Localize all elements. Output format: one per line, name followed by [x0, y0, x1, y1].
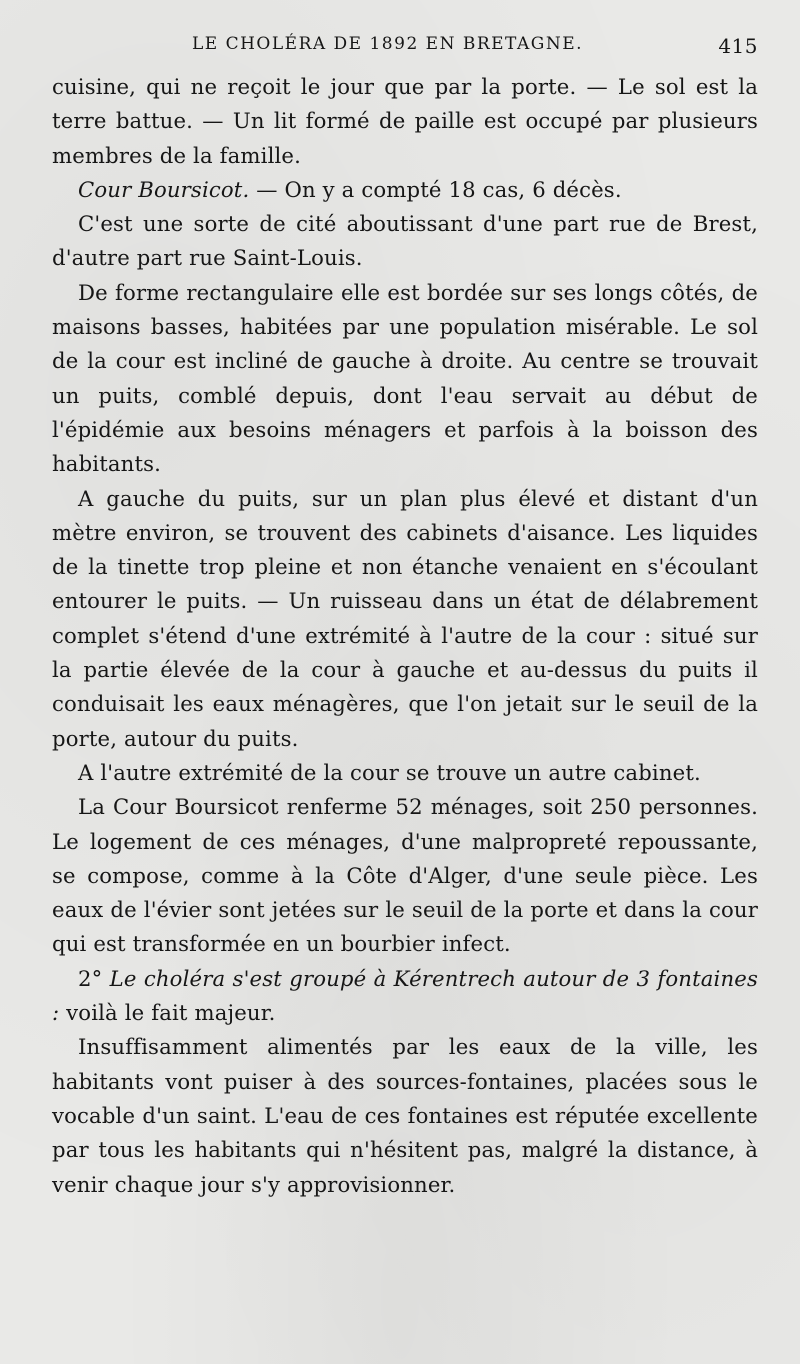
paragraph-text: A gauche du puits, sur un plan plus élevé et distant d'un mètre environ, se trouvent des cabinets d'aisance. Les liquides de la tinette trop pleine et non étanche venaient en s'écoulant entourer le puits. — Un ruisseau dans un état de délabrement complet s'étend d'une extrémité à l'autre de la cour : situé sur la partie élevée de la cour à gauche et au-dessus du puits il conduisait les eaux ménagères, que l'on jetait sur le seuil de la porte, autour du puits.: [52, 485, 758, 751]
paragraph-text: De forme rectangulaire elle est bordée sur ses longs côtés, de maisons basses, habitées par une population misérable. Le sol de la cour est incliné de gauche à droite. Au centre se trouvait un puits, comblé depuis, dont l'eau servait au début de l'épidémie aux besoins ménagers et parfois à la boisson des habitants.: [52, 279, 758, 477]
paragraph: [52, 276, 758, 482]
paragraph: [52, 1030, 758, 1201]
paragraph-cour-boursicot-heading: [52, 173, 758, 207]
body-text: [52, 70, 758, 1202]
section-heading-italic: Le choléra s'est groupé à Kérentrech autour de 3 fontaines :: [52, 965, 758, 1026]
page-number: 415: [718, 34, 758, 58]
paragraph: [52, 790, 758, 961]
running-title: LE CHOLÉRA DE 1892 EN BRETAGNE.: [192, 34, 584, 54]
paragraph-text: La Cour Boursicot renferme 52 ménages, soit 250 personnes. Le logement de ces ménages, d'une malpropreté repoussante, se compose, comme à la Côte d'Alger, d'une seule pièce. Les eaux de l'évier sont jetées sur le seuil de la porte et dans la cour qui est transformée en un bourbier infect.: [52, 794, 758, 957]
book-page: [52, 30, 758, 1330]
paragraph-text: — On y a compté 18 cas, 6 décès.: [249, 176, 622, 202]
paragraph-text: C'est une sorte de cité aboutissant d'une part rue de Brest, d'autre part rue Saint-Louis.: [52, 211, 758, 271]
paragraph-text: cuisine, qui ne reçoit le jour que par la porte. — Le sol est la terre battue. — Un lit formé de paille est occupé par plusieurs membres de la famille.: [52, 74, 758, 168]
page-header: [52, 30, 758, 70]
paragraph-text: voilà le fait majeur.: [59, 1000, 276, 1026]
paragraph-section-2: [52, 962, 758, 1031]
paragraph-continuation: [52, 70, 758, 173]
place-name-italic: Cour Boursicot.: [78, 176, 250, 202]
paragraph: [52, 207, 758, 276]
paragraph: [52, 482, 758, 756]
paragraph: [52, 756, 758, 790]
paragraph-text: A l'autre extrémité de la cour se trouve un autre cabinet.: [78, 759, 701, 785]
paragraph-text: Insuffisamment alimentés par les eaux de la ville, les habitants vont puiser à des sources-fontaines, placées sous le vocable d'un saint. L'eau de ces fontaines est réputée excellente par tous les habitants qui n'hésitent pas, malgré la distance, à venir chaque jour s'y approvisionner.: [52, 1034, 758, 1197]
section-number: 2°: [78, 965, 110, 991]
